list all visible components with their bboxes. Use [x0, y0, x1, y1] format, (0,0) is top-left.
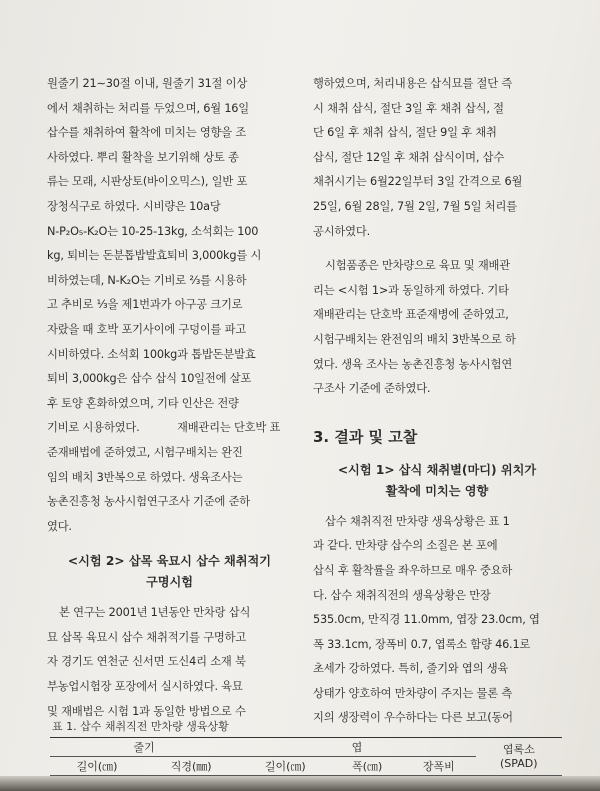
text-line: 원줄기 21∼30절 이내, 원줄기 31절 이상	[47, 77, 248, 90]
heading-line: 활착에 미치는 영향	[385, 483, 489, 498]
text-line: 였다. 생육 조사는 농촌진흥청 농사시험연	[313, 357, 513, 371]
text-line: 농촌진흥청 농사시험연구조사 기준에 준하	[47, 495, 251, 509]
text-line: 묘 삽목 육묘시 삽수 채취적기를 구명하고	[47, 630, 247, 644]
text-line: 상태가 양호하여 만차량이 주지는 물론 측	[313, 686, 513, 700]
text-line: 에서 채취하는 처리를 두었으며, 6월 16일	[47, 101, 250, 115]
text-line: 행하였으며, 처리내용은 삽식묘를 절단 즉	[313, 77, 513, 90]
text-line: 자 경기도 연천군 신서면 도신4리 소재 북	[47, 655, 246, 669]
heading-line: <시험 2> 삽목 육묘시 삽수 채취적기	[67, 554, 272, 569]
text-line: 준재배법에 준하였고, 시험구배치는 완진	[47, 445, 243, 459]
text-line: 삽식, 절단 12일 후 채취 삽식이며, 삽수	[313, 150, 505, 164]
chlorophyll-header	[476, 738, 562, 776]
right-paragraph-2	[313, 254, 561, 402]
text-line: N-P₂O₅-K₂O는 10-25-13kg, 소석회는 100	[47, 224, 259, 238]
text-line: 퇴비 3,000kg은 삽수 삽식 10일전에 살포	[47, 372, 252, 386]
text-line: kg, 퇴비는 돈분톱밥발효퇴비 3,000kg를 시	[47, 249, 262, 263]
left-paragraph-1	[47, 72, 292, 539]
table-caption: 표 1. 삽수 채취직전 만차량 생육상황	[52, 720, 229, 733]
text-line: 단 6일 후 채취 삽식, 절단 9일 후 채취	[313, 126, 497, 140]
stem-group-header: 줄기	[50, 738, 238, 757]
heading-line: <시험 1> 삽식 채취별(마디) 위치가	[337, 462, 537, 477]
chlorophyll-header-line: 엽록소	[502, 742, 535, 756]
text-line: 삽수를 채취하여 활착에 미치는 영향을 조	[47, 126, 247, 140]
text-line: 공시하였다.	[313, 224, 370, 238]
text-line: 자랐을 때 호박 포기사이에 구덩이를 파고	[47, 322, 247, 336]
text-line: 시험구배치는 완전임의 배치 3반복으로 하	[313, 332, 516, 346]
page-edge-shadow	[0, 776, 600, 791]
right-paragraph-3	[313, 510, 561, 731]
text-line: 부농업시험장 포장에서 실시하였다. 육묘	[47, 680, 243, 694]
text-line: 채취시기는 6월22일부터 3일 간격으로 6월	[313, 175, 523, 189]
text-line: 였다.	[47, 519, 72, 533]
text-line: 본 연구는 2001년 1년동안 만차랑 삽식	[59, 606, 251, 620]
text-line: 535.0cm, 만직경 11.0mm, 엽장 23.0cm, 엽	[313, 613, 540, 627]
text-line: 재배관리는 단호박 표준재병에 준하였고,	[313, 308, 509, 322]
column-header: 길이(㎝)	[50, 757, 144, 776]
text-line: 시비하였다. 소석회 100kg과 톱밥돈분발효	[47, 347, 256, 361]
column-header: 장폭비	[402, 757, 476, 776]
column-header: 직경(㎜)	[144, 757, 238, 776]
leaf-group-header: 엽	[238, 738, 475, 757]
text-line: 다. 삽수 채취직전의 생육상황은 만장	[313, 588, 491, 602]
text-line: 재배관리는 단호박 표	[177, 421, 281, 435]
text-line: 초세가 강하였다. 특히, 줄기와 엽의 생육	[313, 662, 509, 676]
text-line: 시 채취 삽식, 절단 3일 후 채취 삽식, 절	[313, 101, 504, 115]
text-line: 장청식구로 하였다. 시비량은 10a당	[47, 199, 221, 213]
text-line: 삽수 채취직전 만차량 생육상황은 표 1	[325, 514, 510, 528]
column-header: 폭(㎝)	[332, 757, 402, 776]
text-line: 삽식 후 활착률을 좌우하므로 매우 중요하	[313, 563, 513, 577]
heading-line: 구명시험	[145, 575, 194, 590]
text-line: 과 같다. 만차량 삽수의 소질은 본 포에	[313, 539, 498, 553]
text-line: 후 토양 혼화하였으며, 기타 인산은 전량	[47, 396, 239, 410]
column-header: 길이(㎝)	[238, 757, 332, 776]
results-section-heading: 3. 결과 및 고찰	[313, 427, 418, 446]
text-line: 구조사 기준에 준하였다.	[313, 382, 431, 396]
text-line: 류는 모래, 시판상토(바이오믹스), 일반 포	[47, 175, 248, 189]
experiment-2-heading	[47, 551, 292, 593]
text-line: 리는 <시험 1>과 동일하게 하였다. 기타	[313, 283, 509, 297]
experiment-1-heading	[313, 460, 561, 502]
table-group-header-row	[50, 738, 562, 757]
left-column	[47, 72, 292, 724]
text-line: 비하였는데, N-K₂O는 기비로 ⅔를 시용하	[47, 273, 247, 287]
left-paragraph-3	[47, 601, 292, 724]
text-line: 시험품종은 만차량으로 육묘 및 재배관	[325, 259, 510, 273]
text-line: 임의 배치 3반복으로 하였다. 생육조사는	[47, 470, 243, 484]
chlorophyll-header-line: (SPAD)	[500, 756, 538, 770]
text-line: 및 재배법은 시험 1과 동일한 방법으로 수	[47, 704, 246, 718]
text-line: 고 추비로 ⅓을 제1번과가 아구공 크기로	[47, 298, 243, 312]
text-line: 25일, 6월 28일, 7월 2일, 7월 5일 처리를	[313, 199, 517, 213]
right-paragraph-1	[313, 72, 561, 244]
text-line: 지의 생장력이 우수하다는 다른 보고(동어	[313, 711, 513, 725]
text-line: 기비로 시용하였다.	[47, 421, 140, 435]
text-line: 사하였다. 뿌리 활착을 보기위해 상토 종	[47, 150, 239, 164]
right-column	[313, 72, 561, 731]
text-line: 폭 33.1cm, 장폭비 0.7, 엽록소 함량 46.1로	[313, 637, 531, 651]
